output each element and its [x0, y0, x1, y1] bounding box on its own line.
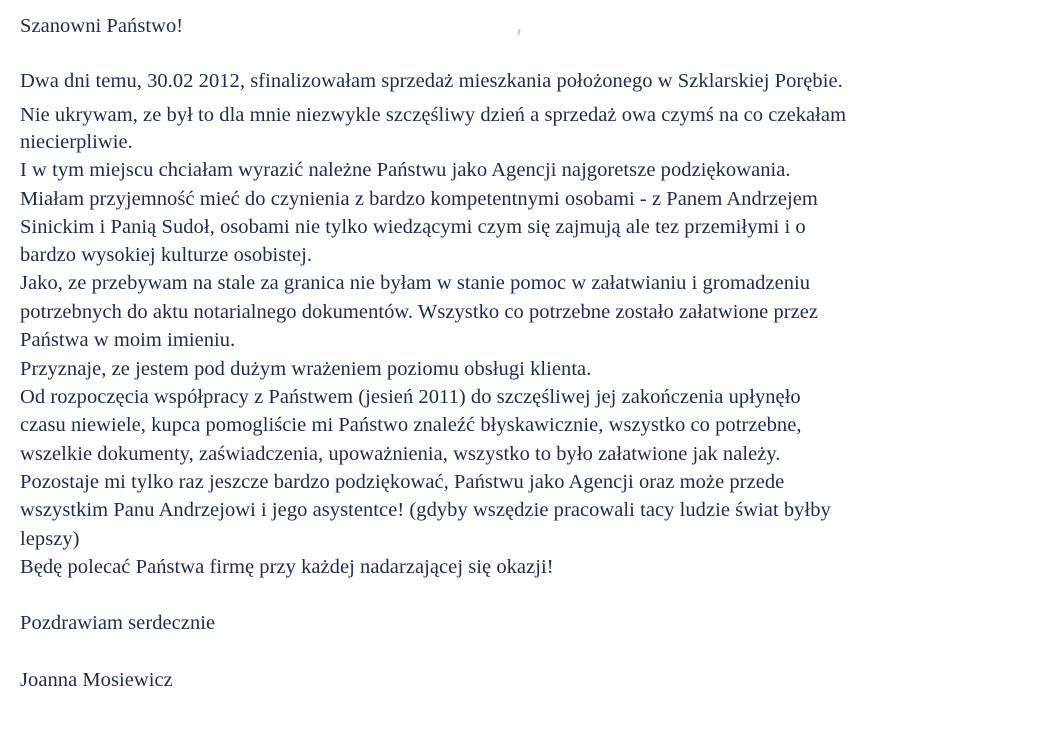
body-line: I w tym miejscu chciałam wyrazić należne Państwu jako Agencji najgoretsze podziękowania. — [20, 159, 791, 181]
body-line: potrzebnych do aktu notarialnego dokumentów. Wszystko co potrzebne zostało załatwione przez — [20, 301, 819, 323]
body-line: Pozostaje mi tylko raz jeszcze bardzo podziękować, Państwu jako Agencji oraz może przede — [20, 471, 785, 493]
closing: Pozdrawiam serdecznie — [20, 612, 216, 634]
body-line: lepszy) — [20, 528, 80, 550]
body-line: Nie ukrywam, ze był to dla mnie niezwykle szczęśliwy dzień a sprzedaż owa czymś na co czekałam — [20, 104, 847, 126]
body-line: Jako, ze przebywam na stale za granica nie byłam w stanie pomoc w załatwianiu i gromadzeniu — [20, 272, 811, 294]
body-line: Przyznaje, ze jestem pod dużym wrażeniem poziomu obsługi klienta. — [20, 358, 592, 380]
body-line: czasu niewiele, kupca pomogliście mi Państwo znaleźć błyskawicznie, wszystko co potrzebne, — [20, 414, 802, 436]
body-line: Państwa w moim imieniu. — [20, 329, 236, 351]
body-line: Dwa dni temu, 30.02 2012, sfinalizowałam sprzedaż mieszkania położonego w Szklarskiej Porębie. — [20, 70, 843, 92]
body-line: wszystkim Panu Andrzejowi i jego asystentce! (gdyby wszędzie pracowali tacy ludzie świat byłby — [20, 499, 831, 521]
signature: Joanna Mosiewicz — [20, 669, 173, 691]
salutation: Szanowni Państwo! — [20, 15, 184, 37]
body-line: Miałam przyjemność mieć do czynienia z bardzo kompetentnymi osobami - z Panem Andrzejem — [20, 188, 818, 210]
body-line: wszelkie dokumenty, zaświadczenia, upoważnienia, wszystko to było załatwione jak należy. — [20, 443, 781, 465]
body-line: niecierpliwie. — [20, 131, 133, 153]
scan-speck — [517, 29, 520, 35]
body-line: bardzo wysokiej kulturze osobistej. — [20, 244, 313, 266]
body-line: Od rozpoczęcia współpracy z Państwem (jesień 2011) do szczęśliwej jej zakończenia upłynęło — [20, 386, 801, 408]
body-line: Sinickim i Panią Sudoł, osobami nie tylko wiedzącymi czym się zajmują ale tez przemiłymi i o — [20, 216, 806, 238]
body-line: Będę polecać Państwa firmę przy każdej nadarzającej się okazji! — [20, 556, 554, 578]
